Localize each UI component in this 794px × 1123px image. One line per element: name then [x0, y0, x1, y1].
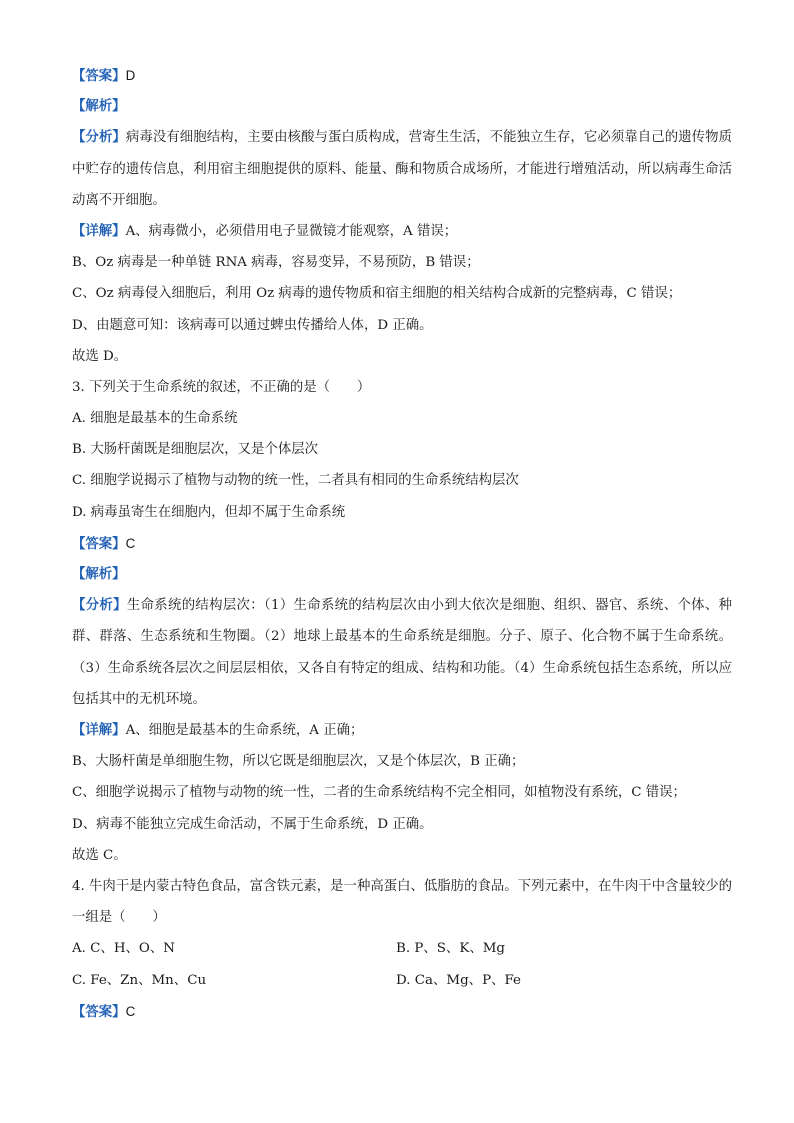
q2-fenxi-paragraph: [72, 122, 732, 216]
q3-option-b: B. 大肠杆菌既是细胞层次，又是个体层次: [72, 442, 318, 458]
document-page: [72, 60, 732, 1027]
q4-option-c: C. Fe、Zn、Mn、Cu: [72, 972, 207, 988]
fenxi-text: 病毒没有细胞结构，主要由核酸与蛋白质构成，营寄生生活，不能独立生存，它必须靠自己的遗传物质中贮存的遗传信息，利用宿主细胞提供的原料、能量、酶和物质合成场所，才能进行增殖活动，所以病毒生命活动离不开细胞。: [72, 130, 733, 208]
q2-conclusion: 故选 D。: [72, 348, 128, 364]
q2-detail-d: D、由题意可知：该病毒可以通过蜱虫传播给人体，D 正确。: [72, 317, 433, 333]
q3-option-a: A. 细胞是最基本的生命系统: [72, 411, 238, 427]
q2-detail-a: [72, 216, 732, 247]
fenxi-tag: 【分析】: [72, 597, 127, 614]
answer-tag: 【答案】: [72, 535, 126, 552]
q3-detail-a: [72, 715, 732, 746]
q2-detail-b: B、Oz 病毒是一种单链 RNA 病毒，容易变异，不易预防，B 错误；: [72, 255, 480, 271]
analysis-tag: 【解析】: [72, 98, 126, 115]
q3-conclusion: 故选 C。: [72, 847, 127, 863]
q4-options-row-2: [72, 965, 732, 996]
answer-value: C: [125, 1003, 136, 1019]
q3-detail-d: D、病毒不能独立完成生命活动，不属于生命系统，D 正确。: [72, 816, 433, 832]
q4-options-row-1: [72, 933, 732, 964]
q2-answer-line: [72, 60, 732, 91]
answer-value: C: [125, 535, 136, 551]
answer-tag: 【答案】: [72, 1003, 126, 1020]
q2-detail-c: C、Oz 病毒侵入细胞后，利用 Oz 病毒的遗传物质和宿主细胞的相关结构合成新的完整病毒，C 错误；: [72, 286, 682, 302]
q3-detail-c: C、细胞学说揭示了植物与动物的统一性，二者的生命系统结构不完全相同，如植物没有系统，C 错误；: [72, 785, 686, 801]
q3-detail-b: B、大肠杆菌是单细胞生物，所以它既是细胞层次，又是个体层次，B 正确；: [72, 754, 525, 770]
q3-fenxi-paragraph: [72, 590, 732, 715]
q4-stem: 4. 牛肉干是内蒙古特色食品，富含铁元素，是一种高蛋白、低脂肪的食品。下列元素中，在牛肉干中含量较少的一组是（ ）: [72, 878, 732, 926]
q3-option-c: C. 细胞学说揭示了植物与动物的统一性，二者具有相同的生命系统结构层次: [72, 473, 519, 489]
detail-a-text: A、细胞是最基本的生命系统，A 正确；: [125, 723, 364, 739]
q3-analysis-heading: [72, 559, 732, 590]
xiangjie-tag: 【详解】: [72, 722, 126, 739]
answer-value: D: [125, 68, 136, 83]
q3-stem: 3. 下列关于生命系统的叙述，不正确的是（ ）: [72, 379, 371, 395]
q4-option-b: B. P、S、K、Mg: [396, 941, 505, 957]
analysis-tag: 【解析】: [72, 566, 126, 583]
q3-answer-line: [72, 528, 732, 559]
fenxi-tag: 【分析】: [72, 129, 126, 146]
q4-option-d: D. Ca、Mg、P、Fe: [396, 972, 521, 988]
fenxi-text: 生命系统的结构层次：（1）生命系统的结构层次由小到大依次是细胞、组织、器官、系统、个体、种群、群落、生态系统和生物圈。（2）地球上最基本的生命系统是细胞。分子、原子、化合物不属于生命系统。（3）生命系统各层次之间层层相依，又各自有特定的组成、结构和功能。（4）生命系统包括生态系统，所以应包括其中的无机环境。: [72, 598, 732, 707]
detail-a-text: A、病毒微小，必须借用电子显微镜才能观察，A 错误；: [125, 223, 458, 239]
answer-tag: 【答案】: [72, 68, 126, 84]
q3-option-d: D. 病毒虽寄生在细胞内，但却不属于生命系统: [72, 504, 346, 520]
q2-analysis-heading: [72, 91, 732, 122]
q4-option-a: A. C、H、O、N: [72, 941, 175, 957]
xiangjie-tag: 【详解】: [72, 222, 126, 239]
q4-answer-line: [72, 996, 732, 1027]
